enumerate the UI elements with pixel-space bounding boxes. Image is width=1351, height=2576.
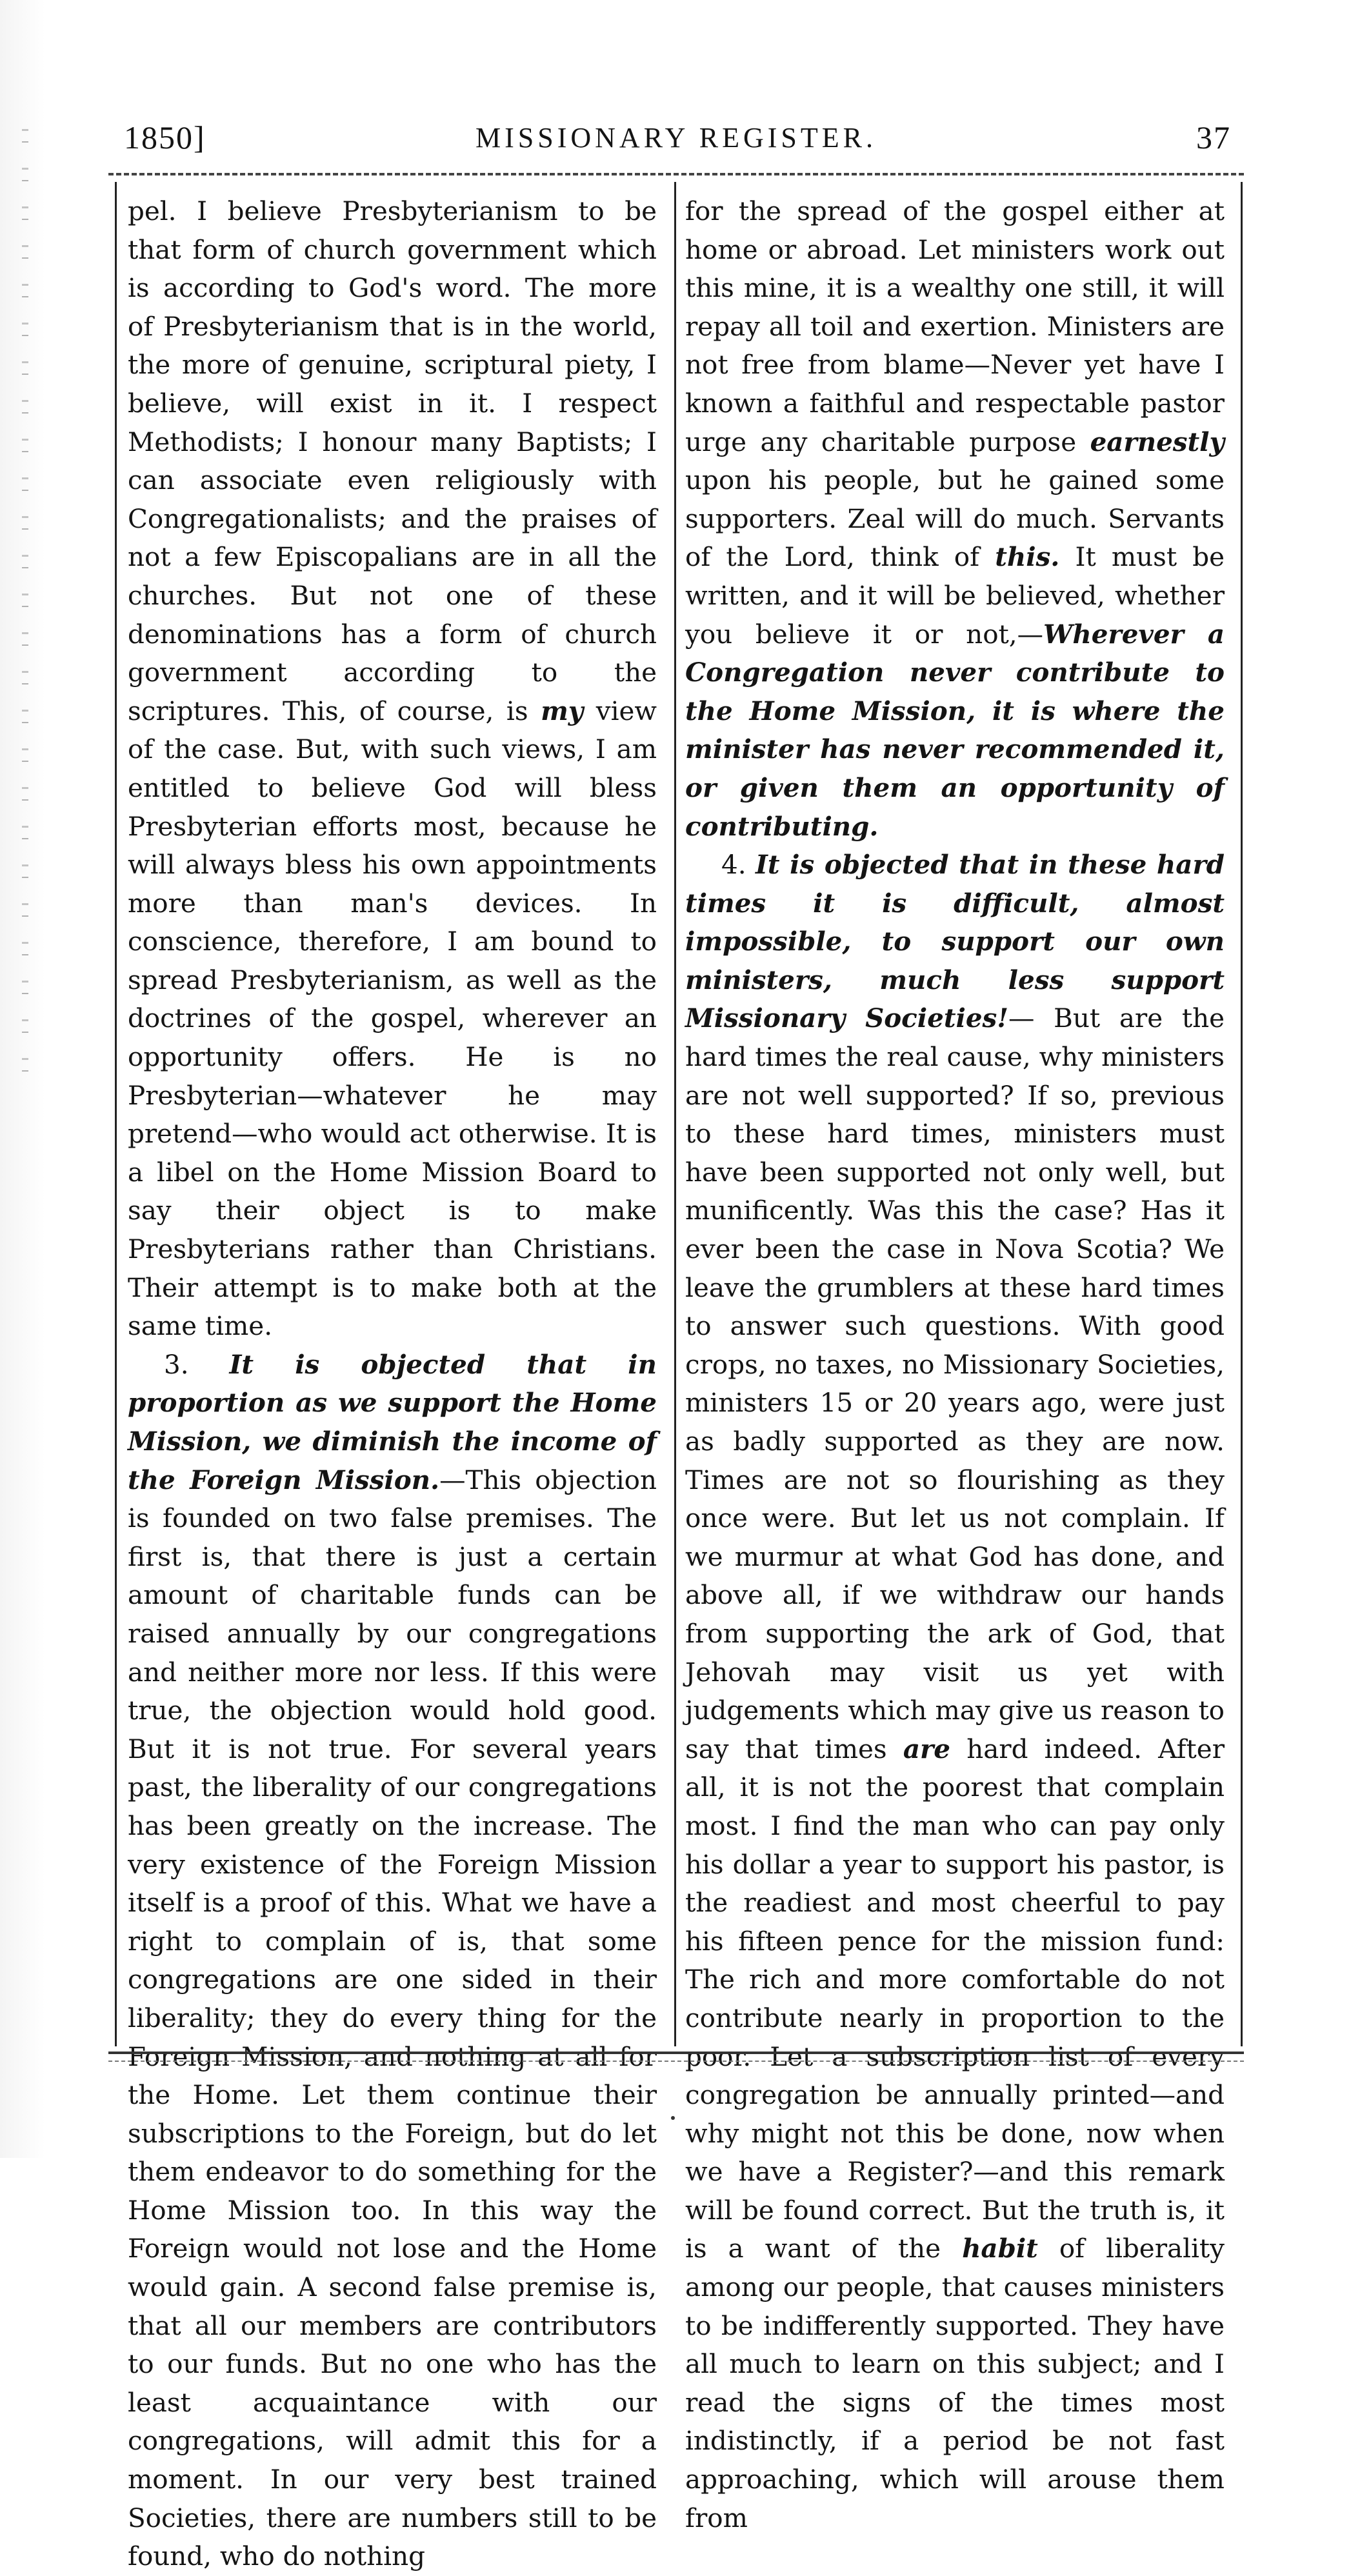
right-p2-body-3: of liberality among our people, that causes ministers to be indifferently supported. They have all much to learn on this subject; and I read the signs of the times most indistinctly, if a period be not fast approaching, which will arouse them from xyxy=(685,2233,1225,2533)
right-column xyxy=(685,192,1225,2533)
margin-speckle xyxy=(22,129,28,1097)
right-p2-emphasis-2: are xyxy=(903,1733,951,1764)
left-p1-text: pel. I believe Presbyterianism to be that form of church government which is according to God's word. The more of Presbyterianism that is in the world, the more of genuine, scriptural piety, I believe, will exist in it. I respect Methodists; I honour many Baptists; I can associate even religiously with Congregationalists; and the praises of not a few Episcopalians are in all the churches. But not one of these denominations has a form of church government according to the scriptures. This, of course, is xyxy=(128,195,657,726)
left-p2-body: —This objection is founded on two false premises. The first is, that there is just a certain amount of charitable funds can be raised annually by our congregations and neither more nor less. If this were true, the objection would hold good. But it is not true. For several years past, the liberality of our congregations has been greatly on the increase. The very existence of the Foreign Mission itself is a proof of this. What we have a right to complain of is, that some congregations are one sided in their liberality; they do every thing for the Foreign Mission, and nothing at all for the Home. Let them continue their subscriptions to the Foreign, but do let them endeavor to do something for the Home Mission too. In this way the Foreign would not lose and the Home would gain. A second false premise is, that all our members are contributors to our funds. But no one who has the least acquaintance with our congregations, will admit this for a moment. In our very best trained Societies, there are numbers still to be found, who do nothing xyxy=(128,1464,657,2572)
left-column xyxy=(128,192,657,2572)
right-p2-body: — But are the hard times the real cause, why ministers are not well supported? If so, previous to these hard times, ministers must have been supported not only well, but munificently. Was this the case? Has it ever been the case in Nova Scotia? We leave the grumblers at these hard times to answer such questions. With good crops, no taxes, no Missionary Societies, ministers 15 or 20 years ago, were just as badly supported as they are now. Times are not so flourishing as they once were. But let us not complain. If we murmur at what God has done, and above all, if we withdraw our hands from supporting the ark of God, that Jehovah may visit us yet with judgements which may give us reason to say that times xyxy=(685,1003,1225,1764)
left-p2-lead: 3. xyxy=(164,1348,230,1380)
right-p2-emphasis: It is objected that in these hard times it is difficult, almost impossible, to support our own ministers, much less support Missionary Societies! xyxy=(685,849,1225,1034)
right-p1-text-mid: upon his people, but he gained some supporters. Zeal will do much. Servants of the Lord, think of xyxy=(685,464,1225,573)
right-p1-emphasis-2: this. xyxy=(995,541,1060,573)
page-speck xyxy=(671,2116,675,2120)
right-paragraph-1 xyxy=(685,192,1225,846)
left-p1-text-end: view of the case. But, with such views, I am entitled to believe God will bless Presbyterian efforts most, because he will always bless his own appointments more than man's devices. In conscience, therefore, I am bound to spread Presbyterianism, as well as the doctrines of the gospel, wherever an opportunity offers. He is no Presbyterian—whatever he may pretend—who would act otherwise. It is a libel on the Home Mission Board to say their object is to make Presbyterians rather than Christians. Their attempt is to make both at the same time. xyxy=(128,695,657,1342)
bottom-rule xyxy=(108,2052,1244,2054)
left-p1-emphasis: my xyxy=(541,695,584,726)
right-p1-emphasis-3: Wherever a Congregation never contribute to the Home Mission, it is where the minister has never recommended it, or given them an opportunity of contributing. xyxy=(685,618,1225,842)
right-p2-body-2: hard indeed. After all, it is not the poorest that complain most. I find the man who can pay only his dollar a year to support his pastor, is the readiest and most cheerful to pay his fifteen pence for the mission fund: The rich and more comfortable do not contribute nearly in proportion to the poor. Let a subscription list of every congregation be annually printed—and why might not this be done, now when we have a Register?—and this remark will be found correct. But the truth is, it is a want of the xyxy=(685,1733,1225,2264)
header-page-number: 37 xyxy=(1196,119,1231,155)
running-header xyxy=(108,108,1244,166)
right-p1-text-mid-2: It must be written, and it will be believed, whether you believe it or not,— xyxy=(685,541,1225,650)
left-paragraph-2 xyxy=(128,1346,657,2576)
header-title: MISSIONARY REGISTER. xyxy=(475,122,877,154)
bottom-rule-dashed xyxy=(108,2061,1244,2062)
left-paragraph-1 xyxy=(128,192,657,1346)
right-p2-emphasis-3: habit xyxy=(962,2233,1038,2264)
right-paragraph-2 xyxy=(685,846,1225,2537)
right-p1-text: for the spread of the gospel either at home or abroad. Let ministers work out this mine, it is a wealthy one still, it will repay all toil and exertion. Ministers are not free from blame—Never yet have I known a faithful and respectable pastor urge any charitable purpose xyxy=(685,195,1225,457)
left-p2-emphasis: It is objected that in proportion as we support the Home Mission, we diminish the income of the Foreign Mission. xyxy=(128,1348,657,1495)
right-p2-lead: 4. xyxy=(721,849,756,881)
header-rule xyxy=(108,173,1244,175)
header-year: 1850] xyxy=(124,119,206,155)
column-divider xyxy=(674,182,676,2046)
right-p1-emphasis-1: earnestly xyxy=(1090,426,1225,457)
